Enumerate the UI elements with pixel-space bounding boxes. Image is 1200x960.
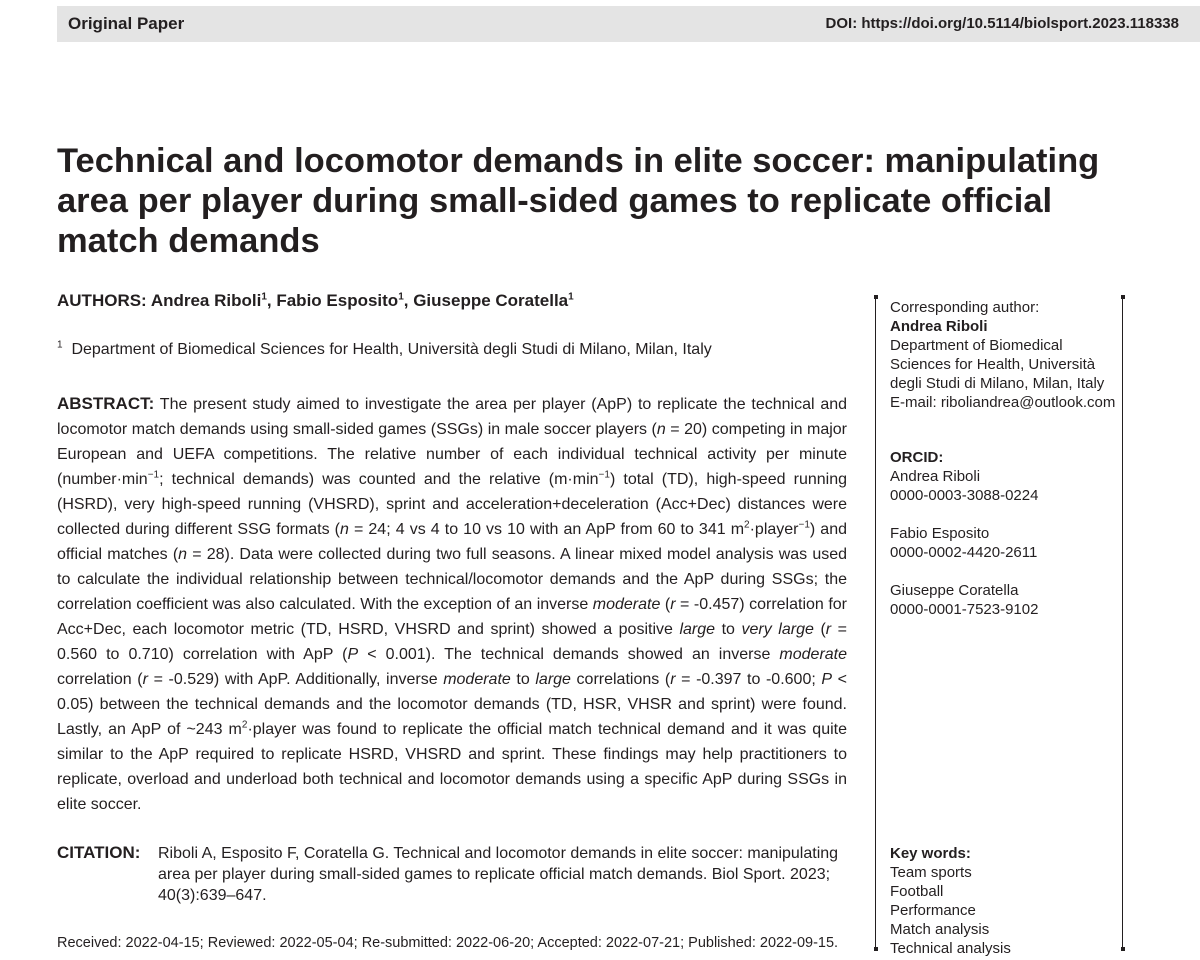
abstract-text: < 0.05) between the technical demands and the locomotor demands (TD, HSR, VHSR and sprint) were found. Lastly, an ApP of ~243 m	[57, 671, 848, 738]
abstract-text: (	[813, 621, 826, 638]
keyword: Football	[890, 883, 944, 900]
abstract-italic: P	[347, 646, 359, 663]
abstract-text: ) and official matches (	[57, 521, 848, 563]
abstract-text: = 0.560 to 0.710) correlation with ApP (	[57, 621, 848, 663]
abstract-text: < 0.001). The technical demands showed an inverse	[358, 646, 780, 663]
authors-label: AUTHORS:	[57, 291, 147, 310]
sidebar-right-rule	[1122, 297, 1123, 949]
orcid-block	[890, 448, 1038, 619]
abstract-text: = 20) competing in major European and UEFA competitions. The relative number of each individual technical activity per minute (number·min	[57, 421, 847, 488]
orcid-label: ORCID:	[890, 449, 944, 466]
abstract-italic: n	[656, 421, 666, 438]
abstract-text: ·player	[749, 521, 799, 538]
author-affiliation-sup: 1	[261, 291, 267, 303]
abstract-sup: −1	[147, 469, 160, 481]
keywords-block	[890, 844, 1011, 958]
abstract-italic: r	[670, 671, 676, 688]
abstract-text: The present study aimed to investigate the area per player (ApP) to replicate the technical and locomotor match demands using small-sided games (SSGs) in male soccer players (	[57, 396, 848, 438]
author-name: Fabio Esposito	[276, 291, 399, 310]
abstract-text: ·player was found to replicate the official match technical demand and it was quite similar to the ApP required to replicate HSRD, VHSRD and sprint. These findings may help practitioners to replicate, overload and underload both technical and locomotor demands using a specific ApP during SSGs in elite soccer.	[57, 721, 848, 813]
corresponding-name: Andrea Riboli	[890, 318, 988, 335]
doi-link[interactable]: DOI: https://doi.org/10.5114/biolsport.2023.118338	[825, 15, 1179, 32]
abstract-sup: −1	[598, 469, 610, 481]
rule-dot	[1121, 295, 1125, 299]
affiliation-text: Department of Biomedical Sciences for Health, Università degli Studi di Milano, Milan, Italy	[71, 341, 712, 358]
abstract-text: = -0.529) with ApP. Additionally, inverse	[147, 671, 444, 688]
author-affiliation-sup: 1	[568, 291, 574, 303]
abstract-italic: large	[535, 671, 571, 688]
rule-dot	[874, 947, 878, 951]
abstract-italic: r	[670, 596, 676, 613]
abstract-text: ; technical demands) was counted and the relative (m·min	[159, 471, 599, 488]
affiliation	[57, 341, 712, 359]
authors-line: AUTHORS: Andrea Riboli$^1$, Fabio Esposito$^1$, Giuseppe Coratella$^1$	[57, 291, 574, 310]
author-affiliation-sup: 1	[398, 291, 404, 303]
abstract-text: = -0.397 to -0.600;	[675, 671, 822, 688]
publication-dates: Received: 2022-04-15; Reviewed: 2022-05-04; Re-submitted: 2022-06-20; Accepted: 2022-07-21; Published: 2022-09-15.	[57, 935, 839, 951]
orcid-id[interactable]: 0000-0001-7523-9102	[890, 601, 1039, 618]
abstract-text: ) total (TD), high-speed running (HSRD), very high-speed running (VHSRD), sprint and acceleration+deceleration (Acc+Dec) distances were collected during different SSG formats (	[57, 471, 847, 538]
orcid-id[interactable]: 0000-0002-4420-2611	[890, 544, 1038, 561]
abstract-italic: moderate	[779, 646, 848, 663]
paper-title: Technical and locomotor demands in elite soccer: manipulating area per player during small-sided games to replicate official match demands	[57, 142, 1100, 260]
author-name: Andrea Riboli	[150, 291, 262, 310]
abstract-text: (	[660, 596, 671, 613]
corresponding-label: Corresponding author:	[890, 299, 1040, 316]
abstract-text: to	[510, 671, 536, 688]
citation-label: CITATION:	[57, 843, 141, 862]
abstract-italic: r	[825, 621, 832, 638]
author-name: Giuseppe Coratella	[413, 291, 569, 310]
abstract-italic: r	[142, 671, 148, 688]
orcid-name: Andrea Riboli	[890, 468, 981, 485]
orcid-name: Giuseppe Coratella	[890, 582, 1019, 599]
abstract-text: to	[715, 621, 742, 638]
corresponding-email[interactable]: E-mail: riboliandrea@outlook.com	[890, 394, 1116, 411]
abstract-italic: n	[340, 521, 349, 538]
abstract-italic: moderate	[592, 596, 661, 613]
abstract-text: = -0.457) correlation for Acc+Dec, each locomotor metric (TD, HSRD, VHSRD and sprint) showed a positive	[57, 596, 847, 638]
rule-dot	[874, 295, 878, 299]
citation-text: Riboli A, Esposito F, Coratella G. Technical and locomotor demands in elite soccer: manipulating area per player during small-sided games to replicate official match demands. Biol Sport. 2023; 40(3):639–647.	[158, 845, 839, 904]
abstract-italic: moderate	[443, 671, 511, 688]
abstract-text: = 24; 4 vs 4 to 10 vs 10 with an ApP from 60 to 341 m	[348, 521, 745, 538]
abstract-text: correlations (	[570, 671, 671, 688]
rule-dot	[1121, 947, 1125, 951]
abstract-sup: 2	[744, 519, 750, 531]
keyword: Match analysis	[890, 921, 990, 938]
abstract-italic: large	[679, 621, 716, 638]
header-bar	[57, 6, 1200, 42]
abstract-italic: n	[178, 546, 188, 563]
keyword: Performance	[890, 902, 976, 919]
abstract-sup: 2	[241, 719, 248, 731]
affiliation-sup: 1	[57, 339, 63, 351]
section-label: Original Paper	[68, 14, 185, 33]
sidebar-left-rule	[875, 297, 876, 949]
orcid-id[interactable]: 0000-0003-3088-0224	[890, 487, 1039, 504]
corresponding-address-line: Department of Biomedical	[890, 337, 1063, 354]
corresponding-author-block	[890, 298, 1115, 412]
keyword: Technical analysis	[890, 940, 1011, 957]
abstract-text: = 28). Data were collected during two full seasons. A linear mixed model analysis was used to calculate the individual relationship between technical/locomotor demands and the ApP during SSGs; the correlation coefficient was also calculated. With the exception of an inverse	[57, 546, 848, 613]
abstract-text: correlation (	[57, 671, 143, 688]
keyword: Team sports	[890, 864, 972, 881]
abstract-sup: −1	[798, 519, 810, 531]
abstract-italic: very large	[741, 621, 814, 638]
abstract-italic: P	[821, 671, 833, 688]
keywords-label: Key words:	[890, 845, 971, 862]
orcid-name: Fabio Esposito	[890, 525, 990, 542]
corresponding-address-line: degli Studi di Milano, Milan, Italy	[890, 375, 1105, 392]
abstract	[57, 391, 847, 817]
abstract-label: ABSTRACT:	[57, 394, 155, 413]
corresponding-address-line: Sciences for Health, Università	[890, 356, 1096, 373]
